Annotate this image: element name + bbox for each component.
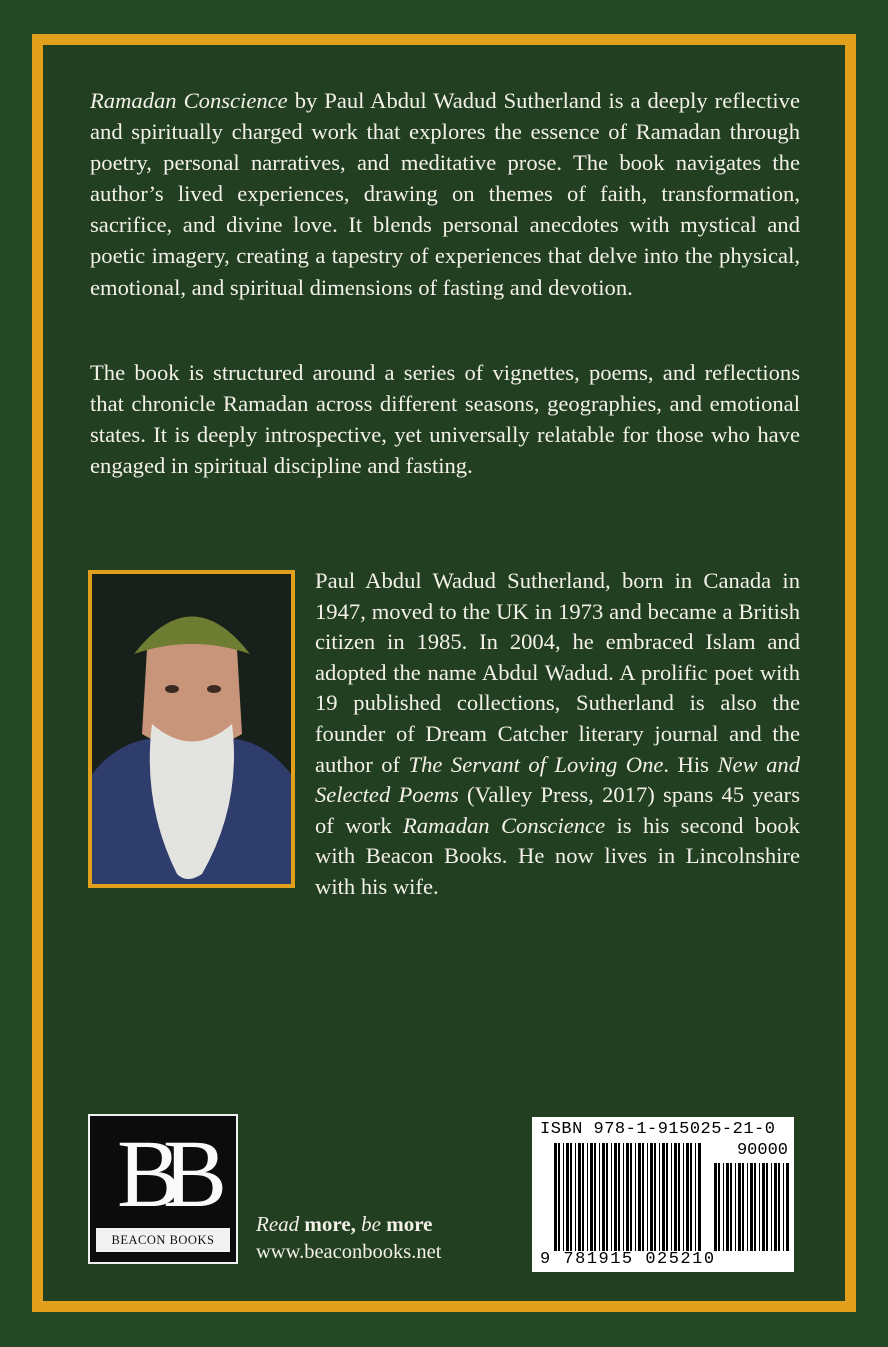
blurb-paragraph-1-text: by Paul Abdul Wadud Sutherland is a deeply reflective and spiritually charged work that explores the essence of Ramadan through poetry, personal narratives, and meditative prose. The book navigates the author’s lived experiences, drawing on themes of faith, transformation, sacrifice, and divine love. It blends personal anecdotes with mystical and poetic imagery, creating a tapestry of experiences that delve into the physical, emotional, and spiritual dimensions of fasting and devotion. bbox=[90, 88, 800, 300]
publisher-website[interactable]: www.beaconbooks.net bbox=[256, 1241, 442, 1263]
blurb-paragraph-2: The book is structured around a series of vignettes, poems, and reflections that chronicle Ramadan across different seasons, geographies, and emotional states. It is deeply introspective, yet universally relatable for those who have engaged in spiritual discipline and fasting. bbox=[90, 360, 800, 479]
price-code: 90000 bbox=[736, 1141, 788, 1160]
author-bio-text-2: . His bbox=[663, 751, 718, 777]
isbn-barcode bbox=[532, 1117, 794, 1272]
author-bio-text-4: is his second book with Beacon Books. He now lives in Lincolnshire with his wife. bbox=[315, 812, 800, 899]
tagline-more-1: more, bbox=[299, 1212, 362, 1236]
author-photo bbox=[88, 570, 295, 888]
tagline-read: Read bbox=[256, 1212, 300, 1236]
author-bio-text-1: Paul Abdul Wadud Sutherland, born in Canada in 1947, moved to the UK in 1973 and became a British citizen in 1985. In 2004, he embraced Islam and adopted the name Abdul Wadud. A prolific poet with 19 published collections, Sutherland is also the founder of Dream Catcher literary journal and the author of bbox=[315, 568, 800, 777]
tagline-be: be bbox=[361, 1212, 381, 1236]
publisher-logo-name: BEACON BOOKS bbox=[96, 1228, 230, 1252]
tagline-more-2: more bbox=[381, 1212, 433, 1236]
publisher-tagline bbox=[256, 1212, 433, 1237]
author-bio bbox=[315, 566, 800, 903]
barcode-bars bbox=[532, 1117, 794, 1272]
isbn-label: ISBN 978-1-915025-21-0 bbox=[540, 1120, 776, 1139]
blurb-paragraph-1 bbox=[90, 85, 800, 303]
publisher-logo-letters: BB bbox=[116, 1120, 210, 1227]
author-bio-book-title-1: The Servant of Loving One bbox=[408, 751, 664, 777]
author-bio-book-title-3: Ramadan Conscience bbox=[403, 812, 606, 838]
book-title: Ramadan Conscience bbox=[90, 88, 288, 113]
author-bio-book-title-2: New and Selected Poems bbox=[315, 751, 800, 808]
author-bio-text-3: (Valley Press, 2017) spans 45 years of work bbox=[315, 782, 800, 838]
barcode-digits: 9 781915 025210 bbox=[540, 1250, 716, 1269]
publisher-logo bbox=[88, 1114, 238, 1264]
author-portrait-illustration bbox=[92, 574, 291, 884]
